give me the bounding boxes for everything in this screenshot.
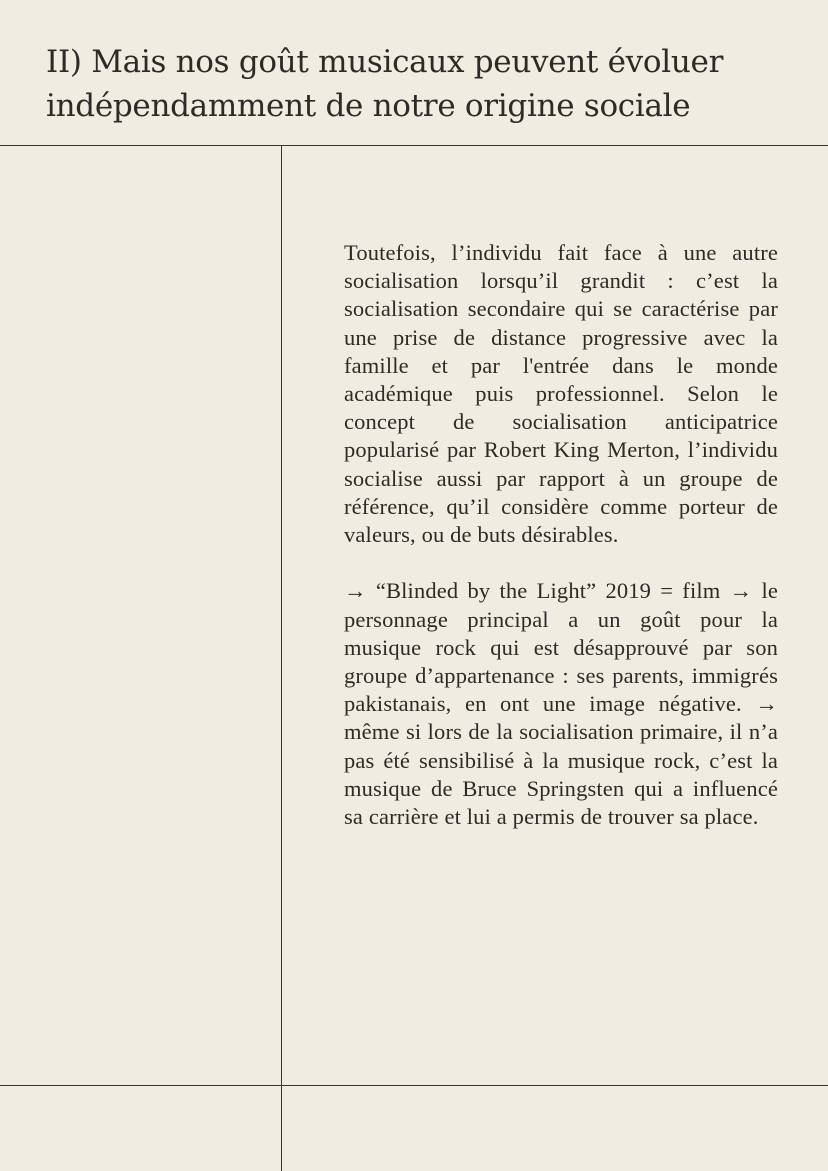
paragraph-socialisation-secondaire: Toutefois, l’individu fait face à une autre socialisation lorsqu’il grandit : c’est la socialisation secondaire qui se caractérise par une prise de distance progressive avec la famille et par l'entrée dans le monde académique puis professionnel. Selon le concept de socialisation anticipatrice popularisé par Robert King Merton, l’individu socialise aussi par rapport à un groupe de référence, qu’il considère comme porteur de valeurs, ou de buts désirables.	[344, 240, 778, 548]
section-title-line-1: II) Mais nos goût musicaux peuvent évoluer	[46, 44, 724, 80]
bottom-divider	[0, 1085, 828, 1086]
top-divider	[0, 145, 828, 146]
section-title-line-2: indépendamment de notre origine sociale	[46, 88, 691, 124]
body-text-column	[344, 239, 778, 831]
column-divider	[281, 145, 282, 1171]
section-title	[46, 40, 806, 128]
paragraph-blinded-by-the-light: → “Blinded by the Light” 2019 = film → le personnage principal a un goût pour la musique rock qui est désapprouvé par son groupe d’appartenance : ses parents, immigrés pakistanais, en ont une image négative. → même si lors de la socialisation primaire, il n’a pas été sensibilisé à la musique rock, c’est la musique de Bruce Springsten qui a influencé sa carrière et lui a permis de trouver sa place.	[344, 578, 778, 830]
